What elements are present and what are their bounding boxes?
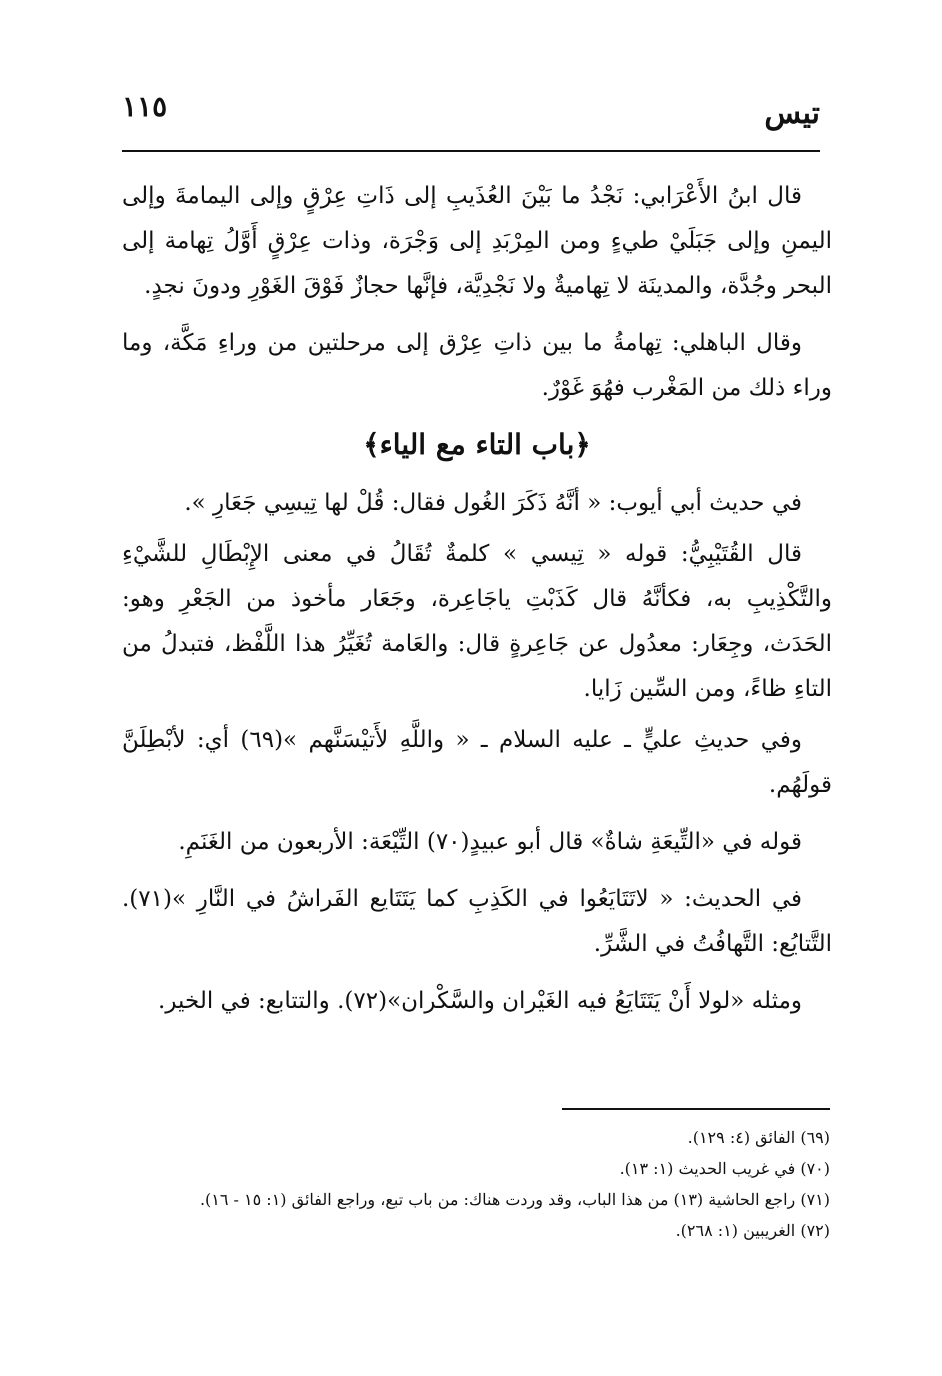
footnote: (٧٢) الغريبين (١: ٢٦٨).: [675, 1221, 830, 1240]
footnote: (٧٠) في غريب الحديث (١: ١٣).: [619, 1159, 830, 1178]
paragraph: ومثله «لولا أَنْ يَتَتَايَعُ فيه الغَيْران والسَّكْران»(٧٢). والتتابع: في الخير.: [158, 988, 802, 1014]
paragraph: وقال الباهلي: تِهامةُ ما بين ذاتِ عِرْق إلى مرحلتين من وراءِ مَكَّة، وما وراء ذلك من المَغْرب فهُوَ غَوْرٌ.: [122, 330, 832, 401]
running-title: تيس: [764, 96, 820, 131]
paragraph: في الحديث: « لاتَتَايَعُوا في الكَذِبِ كما يَتَتَايع الفَراشُ في النَّارِ »(٧١). التَّتايُع: التَّهافُتُ في الشَّرِّ.: [122, 886, 832, 957]
footnote: (٦٩) الفائق (٤: ١٢٩).: [687, 1128, 830, 1147]
paragraph: وفي حديثِ عليٍّ ـ عليه السلام ـ « واللَّهِ لأَتيْسَنَّهم »(٦٩) أي: لأبْطِلَنَّ قولَهُم.: [122, 727, 832, 798]
page-header: [122, 86, 820, 152]
paragraph: قال ابنُ الأَعْرَابي: نَجْدُ ما بَيْنَ العُذَيبِ إلى ذَاتِ عِرْقٍ وإلى اليمامةَ وإلى اليمنِ وإلى جَبَلَيْ طيءٍ ومن المِرْبَدِ إلى وَجْرَة، وذات عِرْقٍ أَوَّلُ تِهامة إلى البحر وجُدَّة، والمدينَة لا تِهاميةٌ ولا نَجْدِيَّة، فإنَّها حجازٌ فَوْقَ الغَوْرِ ودونَ نجدٍ.: [122, 183, 832, 299]
paragraph: قوله في «التِّيعَةِ شاةٌ» قال أبو عبيدٍ(٧٠) التِّيْعَة: الأربعون من الغَنَمِ.: [178, 829, 802, 855]
footnote: (٧١) راجع الحاشية (١٣) من هذا الباب، وقد وردت هناك: من باب تبع، وراجع الفائق (١: ١٥ - ١٦).: [199, 1190, 830, 1209]
footnote-separator: [562, 1108, 830, 1110]
footnotes: [122, 1122, 830, 1246]
paragraph: في حديث أبي أيوب: « أنَّهُ ذَكَرَ الغُول فقال: قُلْ لها تِيسِي جَعَارِ ».: [184, 490, 802, 516]
paragraph: قال القُتَيْبِيُّ: قوله « تِيسي » كلمةٌ تُقَالُ في معنى الإِبْطَالِ للشَّيْءِ والتَّكْذِيبِ به، فكأنَّهُ قال كَذَبْتِ ياجَاعِرة، وجَعَار مأخوذ من الجَعْرِ وهو: الحَدَث، وجِعَار: معدُول عن جَاعِرةٍ قال: والعَامة تُغَيِّرُ هذا اللَّفْظ، فتبدلُ من التاءِ ظاءً، ومن السِّين زَايا.: [122, 541, 832, 702]
section-heading: ﴿باب التاء مع الياء﴾: [363, 428, 591, 461]
page-number: ١١٥: [122, 90, 168, 123]
main-text: [122, 174, 832, 1036]
